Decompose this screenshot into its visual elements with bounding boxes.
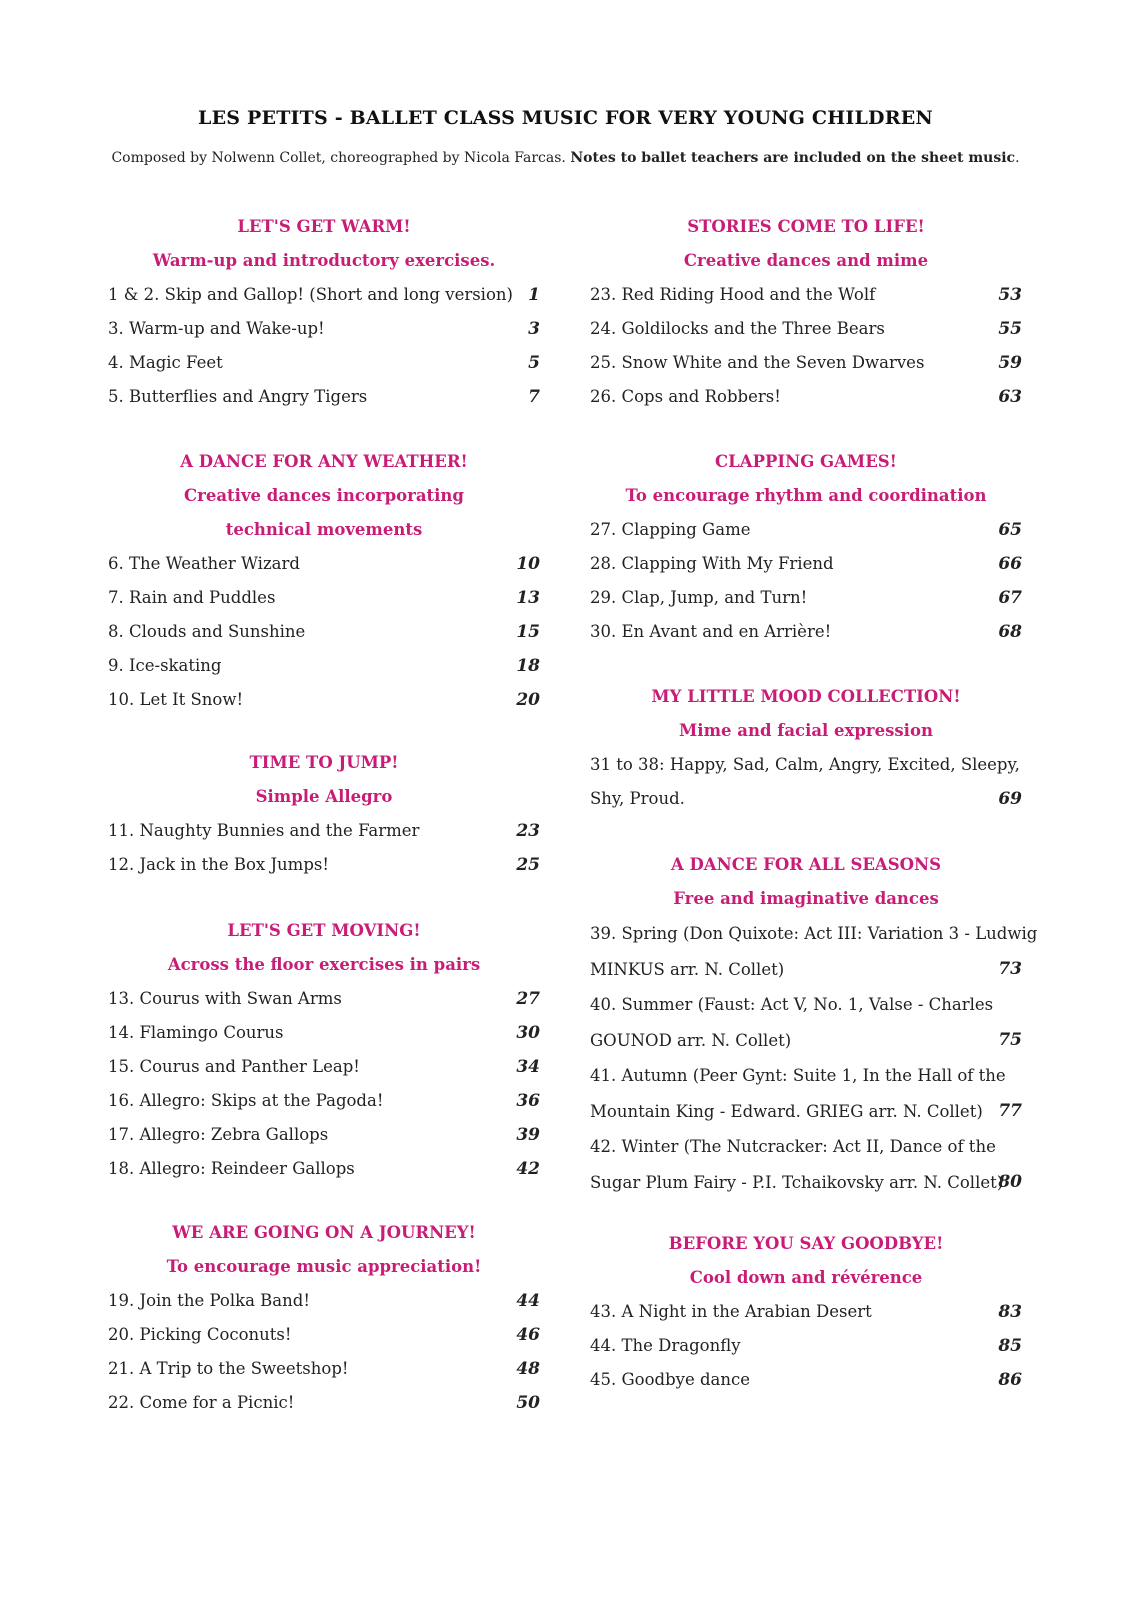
subtitle-credits: Composed by Nolwenn Collet, choreographed by Nicola Farcas.	[111, 150, 571, 166]
toc-entry	[108, 278, 540, 312]
toc-entry-title: 9. Ice-skating	[108, 656, 222, 675]
toc-entry	[108, 848, 540, 882]
section-heading: TIME TO JUMP!	[249, 753, 399, 772]
right-section-0	[590, 210, 1022, 414]
section-heading: A DANCE FOR ANY WEATHER!	[180, 452, 468, 471]
toc-entry-title: 22. Come for a Picnic!	[108, 1393, 295, 1412]
toc-entry-page: 39	[516, 1125, 540, 1145]
toc-entry-title: 45. Goodbye dance	[590, 1370, 751, 1389]
toc-entry-title: Shy, Proud.	[590, 789, 685, 808]
toc-entry-title: 41. Autumn (Peer Gynt: Suite 1, In the Hall of the	[590, 1066, 1006, 1085]
toc-entry-title: 8. Clouds and Sunshine	[108, 622, 306, 641]
toc-entry-page: 77	[998, 1100, 1022, 1121]
toc-entry	[590, 547, 1022, 581]
toc-entry	[108, 1050, 540, 1084]
toc-entry-title: MINKUS arr. N. Collet)	[590, 959, 785, 979]
toc-entry-title: 43. A Night in the Arabian Desert	[590, 1302, 872, 1321]
toc-entry	[108, 1016, 540, 1050]
toc-entry-title: 17. Allegro: Zebra Gallops	[108, 1125, 329, 1144]
toc-entry-title: 13. Courus with Swan Arms	[108, 989, 342, 1008]
section-subheading: To encourage music appreciation!	[166, 1257, 482, 1276]
section-subheading: Free and imaginative dances	[673, 889, 939, 908]
toc-entry	[590, 278, 1022, 312]
toc-entry	[108, 615, 540, 649]
toc-entry-title: 4. Magic Feet	[108, 353, 223, 372]
toc-entry	[590, 581, 1022, 615]
toc-entry-page: 86	[998, 1370, 1022, 1390]
toc-entry-page: 15	[516, 622, 540, 642]
toc-entry-page: 13	[516, 588, 540, 608]
toc-entry	[590, 346, 1022, 380]
toc-entry	[108, 982, 540, 1016]
toc-entry-title: 14. Flamingo Courus	[108, 1023, 284, 1042]
toc-entry-title: 16. Allegro: Skips at the Pagoda!	[108, 1091, 384, 1110]
toc-entry-page: 59	[998, 353, 1022, 373]
toc-entry	[108, 1118, 540, 1152]
toc-entry-title: 39. Spring (Don Quixote: Act III: Variation 3 - Ludwig	[590, 924, 1038, 943]
toc-entry-title: 11. Naughty Bunnies and the Farmer	[108, 821, 420, 840]
toc-entry-page: 80	[998, 1171, 1022, 1192]
toc-entry-title: 19. Join the Polka Band!	[108, 1291, 310, 1310]
toc-entry-page: 23	[516, 821, 540, 841]
section-subheading: Mime and facial expression	[679, 721, 933, 740]
toc-entry-title: 24. Goldilocks and the Three Bears	[590, 319, 885, 338]
toc-entry	[108, 1084, 540, 1118]
section-heading: MY LITTLE MOOD COLLECTION!	[651, 687, 961, 706]
toc-entry-title: 31 to 38: Happy, Sad, Calm, Angry, Excited, Sleepy,	[590, 755, 1020, 774]
toc-entry	[590, 1329, 1022, 1363]
toc-entry-page: 68	[998, 622, 1022, 642]
toc-entry	[590, 380, 1022, 414]
section-heading: LET'S GET MOVING!	[227, 921, 421, 940]
section-heading: BEFORE YOU SAY GOODBYE!	[668, 1234, 944, 1253]
toc-entry-page: 5	[528, 353, 540, 373]
toc-entry-page: 42	[516, 1159, 540, 1179]
right-section-1	[590, 445, 1022, 649]
section-subheading: Cool down and révérence	[689, 1268, 923, 1287]
toc-entry-page: 46	[516, 1325, 540, 1345]
section-subheading: technical movements	[225, 520, 423, 539]
left-section-0	[108, 210, 540, 414]
left-section-4	[108, 1216, 540, 1420]
toc-entry-page: 73	[998, 958, 1022, 979]
toc-entry-title: 6. The Weather Wizard	[108, 554, 300, 573]
toc-entry	[590, 916, 1038, 952]
toc-entry-title: Sugar Plum Fairy - P.I. Tchaikovsky arr. N. Collet)	[590, 1172, 1004, 1192]
toc-entry-title: 25. Snow White and the Seven Dwarves	[590, 353, 925, 372]
section-subheading: Creative dances and mime	[683, 251, 929, 270]
toc-entry-title: 42. Winter (The Nutcracker: Act II, Dance of the	[590, 1137, 996, 1156]
subtitle	[0, 150, 1131, 166]
toc-entry-title: 20. Picking Coconuts!	[108, 1325, 292, 1344]
toc-entry-page: 7	[528, 387, 540, 407]
subtitle-note: Notes to ballet teachers are included on the sheet music	[570, 150, 1016, 166]
toc-entry-title: 12. Jack in the Box Jumps!	[108, 855, 329, 874]
section-heading: A DANCE FOR ALL SEASONS	[670, 855, 942, 874]
section-heading: LET'S GET WARM!	[237, 217, 411, 236]
toc-entry	[590, 1165, 1022, 1201]
right-section-4	[590, 1227, 1022, 1397]
toc-entry	[590, 1023, 1022, 1059]
toc-entry-title: 15. Courus and Panther Leap!	[108, 1057, 360, 1076]
toc-entry-title: 27. Clapping Game	[590, 520, 751, 539]
left-section-3	[108, 914, 540, 1186]
right-section-3	[590, 848, 1038, 1200]
toc-entry	[590, 312, 1022, 346]
toc-entry-page: 44	[516, 1291, 540, 1311]
toc-entry-title: 23. Red Riding Hood and the Wolf	[590, 285, 876, 304]
toc-entry-page: 75	[998, 1029, 1022, 1050]
toc-entry	[590, 748, 1022, 782]
toc-entry-page: 10	[516, 554, 540, 574]
section-heading: WE ARE GOING ON A JOURNEY!	[172, 1223, 476, 1242]
toc-entry-title: 1 & 2. Skip and Gallop! (Short and long version)	[108, 285, 513, 304]
toc-entry	[108, 346, 540, 380]
toc-entry-title: 44. The Dragonfly	[590, 1336, 741, 1355]
toc-entry-title: Mountain King - Edward. GRIEG arr. N. Collet)	[590, 1101, 983, 1121]
subtitle-end: .	[1015, 150, 1020, 166]
toc-entry-page: 48	[516, 1359, 540, 1379]
toc-entry	[590, 1295, 1022, 1329]
toc-entry	[590, 615, 1022, 649]
right-section-2	[590, 680, 1022, 816]
toc-entry	[108, 1152, 540, 1186]
toc-entry-page: 66	[998, 554, 1022, 574]
toc-entry-page: 67	[998, 588, 1022, 608]
section-subheading: Simple Allegro	[255, 787, 393, 806]
toc-entry-page: 27	[516, 989, 540, 1009]
toc-entry-page: 30	[516, 1023, 540, 1043]
section-heading: STORIES COME TO LIFE!	[687, 217, 925, 236]
toc-entry-page: 50	[516, 1393, 540, 1413]
toc-entry	[590, 513, 1022, 547]
toc-entry-page: 1	[528, 285, 540, 305]
toc-entry-title: 28. Clapping With My Friend	[590, 554, 834, 573]
toc-entry-title: GOUNOD arr. N. Collet)	[590, 1030, 792, 1050]
toc-entry-page: 34	[516, 1057, 540, 1077]
toc-entry-title: 7. Rain and Puddles	[108, 588, 276, 607]
toc-entry	[590, 952, 1022, 988]
toc-entry	[108, 683, 540, 717]
toc-entry	[590, 987, 1022, 1023]
toc-entry	[108, 1318, 540, 1352]
toc-entry-page: 55	[998, 319, 1022, 339]
toc-entry-page: 63	[998, 387, 1022, 407]
toc-entry-page: 65	[998, 520, 1022, 540]
toc-entry-title: 26. Cops and Robbers!	[590, 387, 781, 406]
toc-entry	[108, 581, 540, 615]
toc-entry	[108, 814, 540, 848]
toc-entry	[108, 1352, 540, 1386]
toc-entry-page: 53	[998, 285, 1022, 305]
left-section-2	[108, 746, 540, 882]
toc-entry-page: 69	[998, 789, 1022, 809]
toc-entry	[108, 1284, 540, 1318]
toc-entry	[590, 1094, 1022, 1130]
toc-entry-title: 40. Summer (Faust: Act V, No. 1, Valse - Charles	[590, 995, 994, 1014]
section-subheading: To encourage rhythm and coordination	[625, 486, 987, 505]
toc-entry-page: 3	[528, 319, 540, 339]
toc-entry-title: 29. Clap, Jump, and Turn!	[590, 588, 808, 607]
toc-entry	[590, 782, 1022, 816]
toc-entry-title: 21. A Trip to the Sweetshop!	[108, 1359, 349, 1378]
page-title: LES PETITS - BALLET CLASS MUSIC FOR VERY YOUNG CHILDREN	[198, 107, 933, 129]
toc-entry-page: 20	[516, 690, 540, 710]
toc-entry-title: 5. Butterflies and Angry Tigers	[108, 387, 368, 406]
section-subheading: Across the floor exercises in pairs	[167, 955, 481, 974]
toc-entry	[590, 1363, 1022, 1397]
left-section-1	[108, 445, 540, 717]
toc-entry-page: 36	[516, 1091, 540, 1111]
toc-entry	[108, 649, 540, 683]
section-heading: CLAPPING GAMES!	[715, 452, 897, 471]
toc-entry-title: 18. Allegro: Reindeer Gallops	[108, 1159, 355, 1178]
toc-entry	[590, 1129, 1022, 1165]
section-subheading: Warm-up and introductory exercises.	[152, 251, 496, 270]
toc-entry	[108, 547, 540, 581]
toc-entry-page: 85	[998, 1336, 1022, 1356]
toc-entry-page: 83	[998, 1302, 1022, 1322]
toc-entry-title: 3. Warm-up and Wake-up!	[108, 319, 325, 338]
toc-entry-title: 30. En Avant and en Arrière!	[590, 622, 832, 641]
toc-entry	[590, 1058, 1022, 1094]
toc-entry	[108, 1386, 540, 1420]
toc-entry	[108, 380, 540, 414]
toc-entry-title: 10. Let It Snow!	[108, 690, 244, 709]
toc-entry-page: 18	[516, 656, 540, 676]
toc-entry-page: 25	[516, 855, 540, 875]
section-subheading: Creative dances incorporating	[184, 486, 464, 505]
toc-entry	[108, 312, 540, 346]
